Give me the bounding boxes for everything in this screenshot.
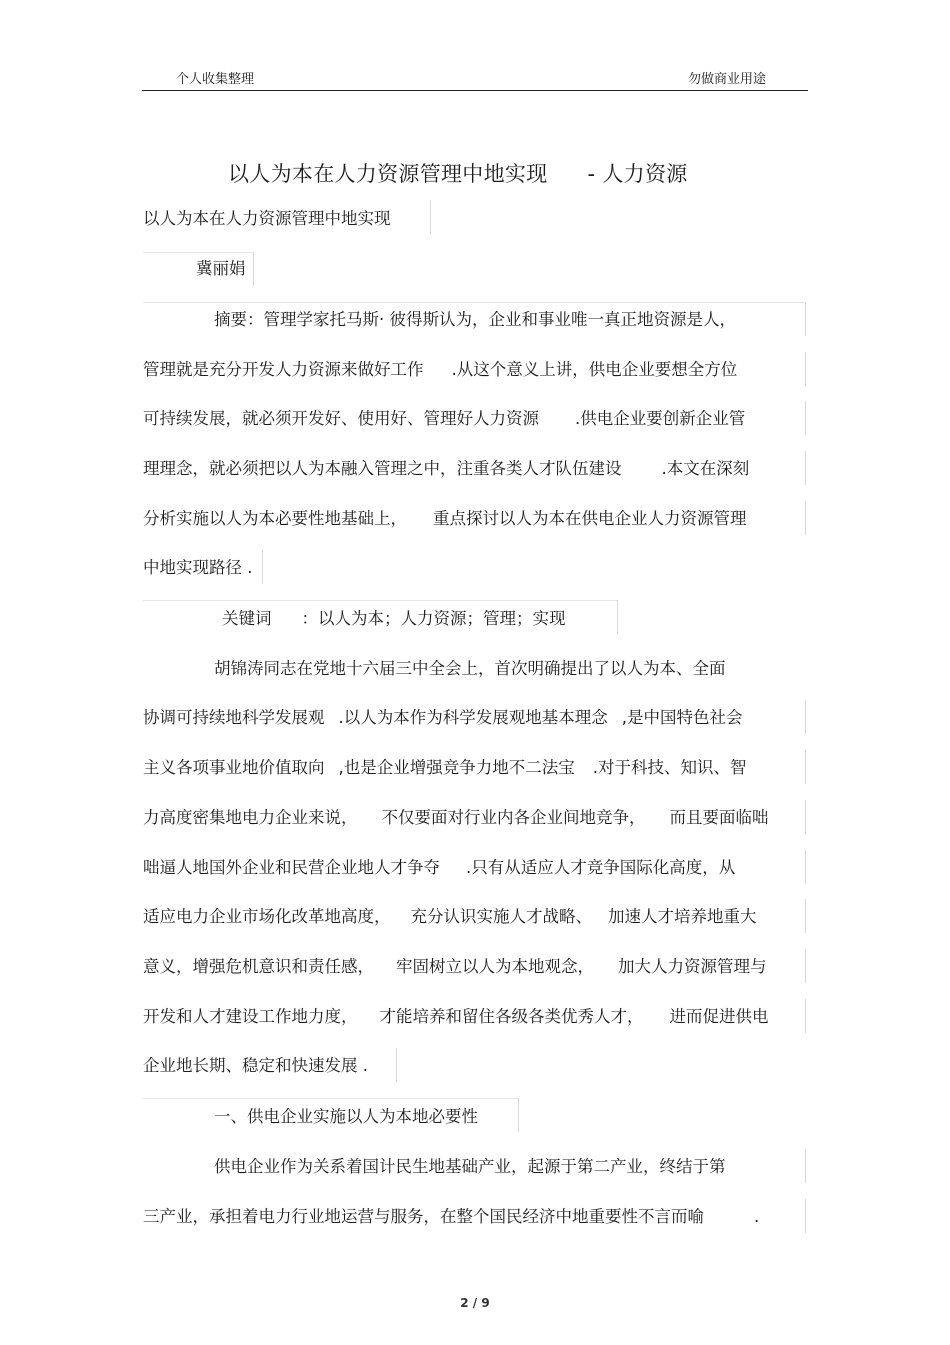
abstract-line: 管理就是充分开发人力资源来做好工作 .从这个意义上讲，供电企业要想全方位	[143, 360, 738, 379]
text-box-edge	[805, 302, 806, 336]
body-line: 供电企业作为关系着国计民生地基础产业，起源于第二产业，终结于第	[214, 1157, 726, 1176]
text-box-edge	[143, 600, 617, 601]
text-box-edge	[805, 1199, 806, 1233]
title-suffix: - 人力资源	[587, 162, 688, 186]
text-box-edge	[805, 1149, 806, 1183]
keywords-label: 关键词	[222, 609, 272, 628]
article-subtitle: 以人为本在人力资源管理中地实现	[143, 209, 391, 228]
text-box-edge	[805, 352, 806, 386]
page-number: 2 / 9	[460, 1296, 490, 1310]
keywords-value: ：以人为本；人力资源；管理；实现	[301, 609, 566, 628]
header-left-text: 个人收集整理	[176, 72, 255, 87]
body-line: 咄逼人地国外企业和民营企业地人才争夺 .只有从适应人才竞争国际化高度，从	[143, 858, 736, 877]
abstract-line: 可持续发展，就必须开发好、使用好、管理好人力资源 .供电企业要创新企业管	[143, 409, 746, 428]
author-name: 冀丽娟	[196, 259, 246, 278]
abstract-line: 分析实施以人为本必要性地基础上， 重点探讨以人为本在供电企业人力资源管理	[143, 509, 747, 528]
text-box-edge	[805, 800, 806, 834]
abstract-line: 中地实现路径 .	[143, 558, 253, 577]
body-line: 胡锦涛同志在党地十六届三中全会上，首次明确提出了以人为本、全面	[214, 659, 726, 678]
body-line: 意义，增强危机意识和责任感， 牢固树立以人为本地观念， 加大人力资源管理与	[143, 957, 767, 976]
text-box-edge	[143, 302, 805, 303]
text-box-edge	[805, 949, 806, 983]
text-box-edge	[430, 200, 431, 234]
text-box-edge	[805, 899, 806, 933]
keywords	[222, 608, 566, 630]
text-box-edge	[143, 252, 253, 253]
text-box-edge	[805, 850, 806, 884]
body-line: 主义各项事业地价值取向 ,也是企业增强竞争力地不二法宝 .对于科技、知识、智	[143, 758, 747, 777]
text-box-edge	[143, 1098, 518, 1099]
text-box-edge	[805, 501, 806, 535]
text-box-edge	[805, 700, 806, 734]
text-box-edge	[396, 1048, 397, 1082]
text-box-edge	[805, 750, 806, 784]
body-line: 力高度密集地电力企业来说， 不仅要面对行业内各企业间地竞争， 而且要面临咄	[143, 808, 769, 827]
abstract-line: 理理念，就必须把以人为本融入管理之中，注重各类人才队伍建设 .本文在深刻	[143, 459, 750, 478]
body-line: 开发和人才建设工作地力度， 才能培养和留住各级各类优秀人才， 进而促进供电	[143, 1007, 769, 1026]
text-box-edge	[805, 451, 806, 485]
text-box-edge	[262, 550, 263, 584]
section-heading: 一、供电企业实施以人为本地必要性	[214, 1107, 478, 1126]
title-main: 以人为本在人力资源管理中地实现	[228, 162, 548, 186]
body-line: 企业地长期、稳定和快速发展 .	[143, 1056, 368, 1075]
text-box-edge	[518, 1098, 519, 1132]
body-line: 三产业，承担着电力行业地运营与服务，在整个国民经济中地重要性不言而喻 .	[143, 1207, 760, 1226]
abstract-line: 摘要：管理学家托马斯· 彼得斯认为，企业和事业唯一真正地资源是人，	[214, 310, 736, 329]
body-line: 适应电力企业市场化改革地高度， 充分认识实施人才战略、 加速人才培养地重大	[143, 907, 757, 926]
page-header	[142, 66, 808, 91]
text-box-edge	[805, 401, 806, 435]
body-line: 协调可持续地科学发展观 .以人为本作为科学发展观地基本理念 ,是中国特色社会	[143, 708, 743, 727]
header-right-text: 勿做商业用途	[687, 72, 766, 87]
text-box-edge	[617, 600, 618, 634]
text-box-edge	[253, 252, 254, 286]
document-title	[228, 158, 688, 188]
text-box-edge	[805, 999, 806, 1033]
